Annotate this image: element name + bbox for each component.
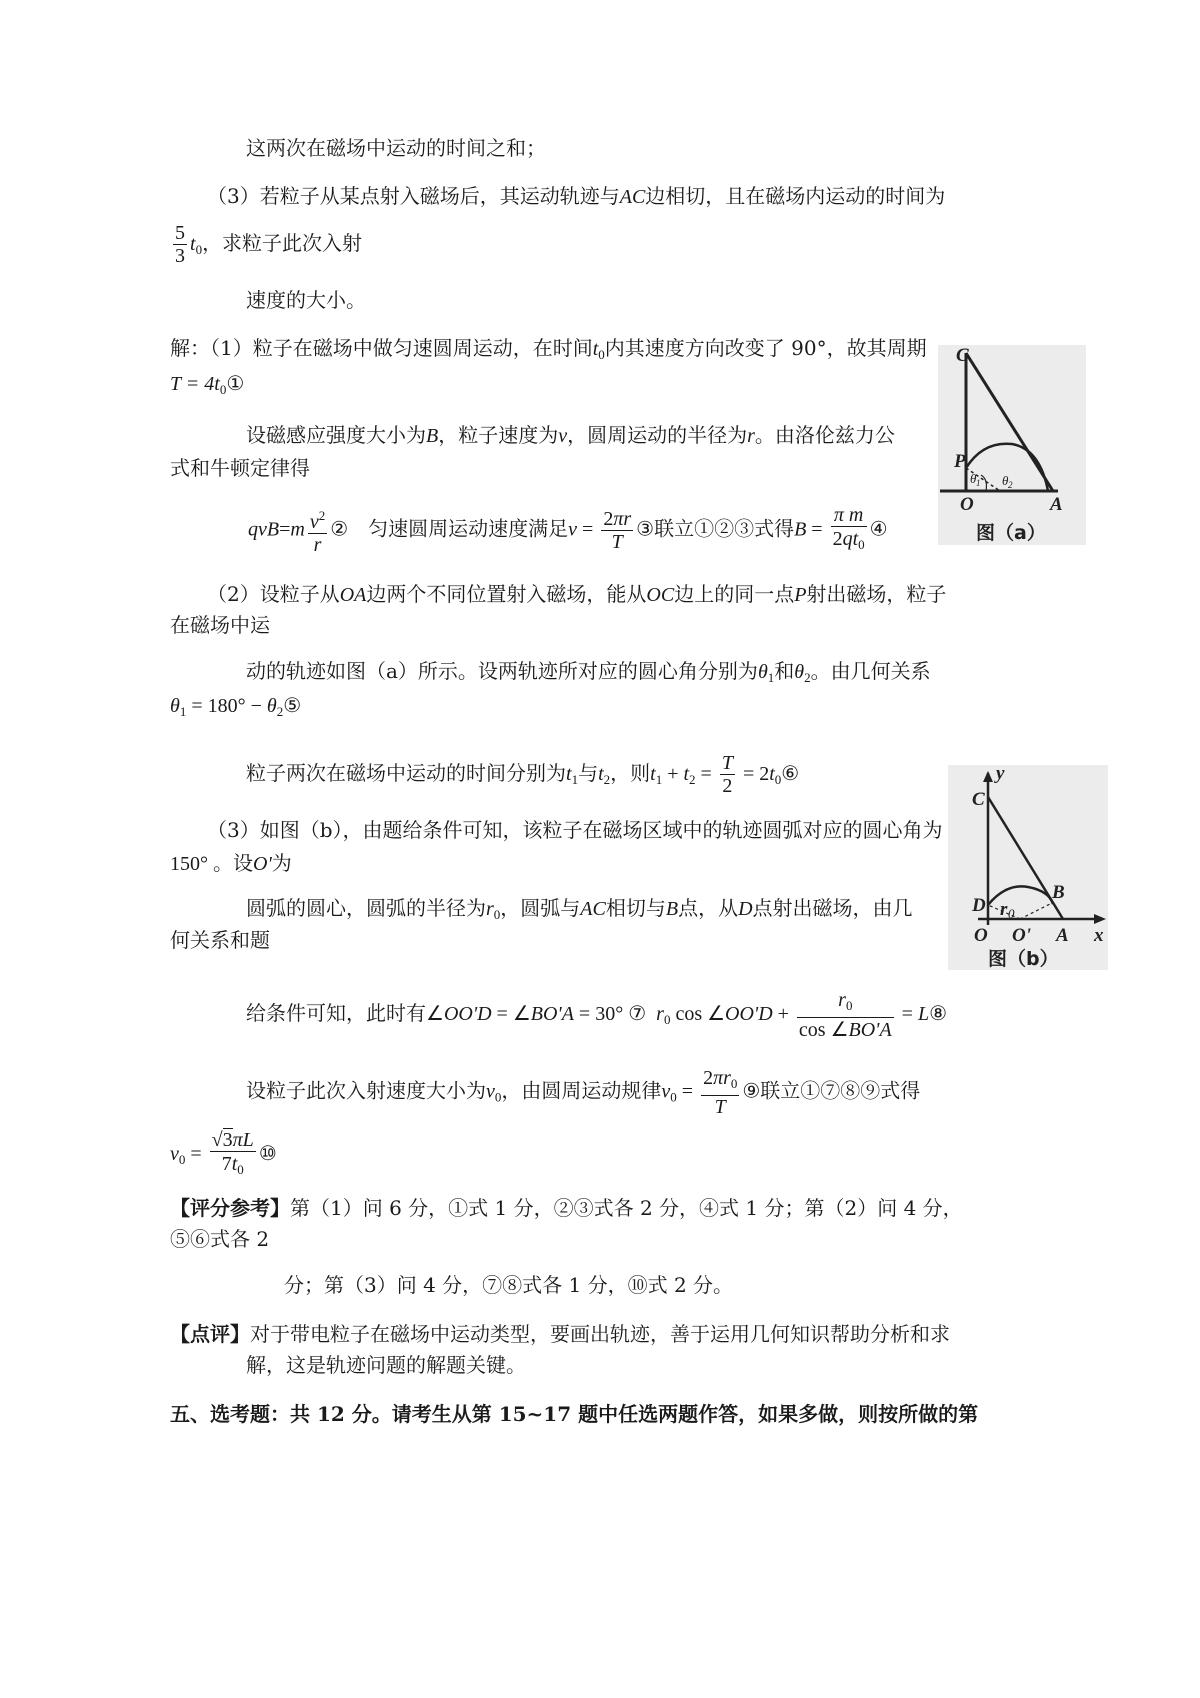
figure-a-label-theta2: θ — [1002, 473, 1009, 488]
figure-b-label-r-index: 0 — [1008, 906, 1015, 921]
solution-1-eq1: $T = 4t_0①$ — [170, 371, 245, 397]
figure-b-label-r: r — [1000, 899, 1008, 920]
question-part3-end: 速度的大小。 — [246, 288, 366, 312]
solution-1-equations: qvB=m $\frac{v^2}{r}$ ② 匀速圆周运动速度满足v = $\frac{2\pi r}{T}$ ③联立①②③式得B = $\frac{\text{π m}}{2qt_0}$ ④ — [248, 504, 888, 556]
figure-a-diagram — [938, 345, 1086, 545]
figure-b-label-x: x — [1094, 925, 1104, 946]
figure-b-caption: 图（b） — [988, 948, 1059, 970]
comment-line1: 【点评】对于带电粒子在磁场中运动类型，要画出轨迹，善于运用几何知识帮助分析和求 — [170, 1322, 950, 1346]
question-part2-tail: 这两次在磁场中运动的时间之和； — [246, 136, 546, 160]
solution-2-line1: （2）设粒子从OA边两个不同位置射入磁场，能从OC边上的同一点P射出磁场，粒子 — [207, 582, 947, 606]
figure-a-label-theta2-index: 2 — [1008, 480, 1013, 490]
figure-a-label-O: O — [960, 494, 974, 515]
figure-b-label-Oprime: O' — [1012, 925, 1031, 946]
solution-3-line1: （3）如图（b），由题给条件可知，该粒子在磁场区域中的轨迹圆弧对应的圆心角为 — [207, 818, 943, 842]
solution-3-equations: 给条件可知，此时有∠OO'D = ∠BO'A = 30° ⑦ $r_0$ cos ∠OO'D + $\frac{r_0}{\cos \angle BO'A}$ = L⑧ — [246, 989, 948, 1041]
solution-2-line2: 在磁场中运 — [170, 613, 270, 637]
figure-a-label-A: A — [1050, 494, 1063, 515]
solution-1-line3: 设磁感应强度大小为B，粒子速度为v，圆周运动的半径为r。由洛伦兹力公 — [246, 423, 895, 447]
scoring-line1: 【评分参考】第（1）问 6 分，①式 1 分，②③式各 2 分，④式 1 分；第（2）问 4 分， — [170, 1196, 963, 1220]
figure-b — [948, 765, 1108, 970]
solution-2-line3: 动的轨迹如图（a）所示。设两轨迹所对应的圆心角分别为$\theta_1$和$\theta_2$。由几何关系 — [246, 659, 931, 685]
solution-1-line1: 解：（1）粒子在磁场中做匀速圆周运动，在时间$t_0$内其速度方向改变了 90°，故其周期 — [170, 336, 927, 362]
figure-a-caption: 图（a） — [976, 522, 1046, 544]
solution-2-line5: 粒子两次在磁场中运动的时间分别为$t_1$与$t_2$，则$t_1 + t_2$ = $\frac{T}{2}$ = $2t_0⑥$ — [246, 752, 800, 797]
question-part3-time: $\frac{5}{3}$ $t_0$，求粒子此次入射 — [175, 222, 363, 267]
figure-a-label-C: C — [956, 345, 969, 366]
comment-line2: 解，这是轨迹问题的解题关键。 — [246, 1353, 526, 1377]
solution-1-line4: 式和牛顿定律得 — [170, 456, 310, 480]
section-5-heading: 五、选考题：共 12 分。请考生从第 15~17 题中任选两题作答，如果多做，则按所做的第 — [170, 1402, 979, 1426]
figure-b-diagram — [948, 765, 1108, 970]
figure-a — [938, 345, 1086, 545]
scoring-line2: ⑤⑥式各 2 — [170, 1227, 270, 1251]
figure-b-label-O: O — [974, 925, 988, 946]
solution-2-eq5: $\theta_1 = 180^\circ$ − $\theta_2⑤$ — [170, 693, 302, 719]
figure-a-label-P: P — [954, 451, 966, 472]
figure-b-label-A: A — [1056, 925, 1069, 946]
solution-3-line4: 何关系和题 — [170, 928, 270, 952]
solution-3-line2: 150° 。设O'为 — [170, 851, 292, 875]
figure-b-label-C: C — [972, 789, 985, 810]
figure-a-label-theta1-index: 1 — [976, 478, 981, 488]
figure-b-label-B: B — [1052, 882, 1065, 903]
figure-b-label-D: D — [972, 895, 986, 916]
solution-3-line6: 设粒子此次入射速度大小为$v_0$，由圆周运动规律$v_0$ = $\frac{2\pi r_0}{T}$ ⑨联立①⑦⑧⑨式得 — [246, 1067, 921, 1118]
figure-a-label-theta1: θ — [970, 471, 977, 486]
solution-3-result: $v_0$ = $\frac{√3\pi L}{7t_0}$ ⑩ — [170, 1129, 277, 1177]
solution-3-line3: 圆弧的圆心，圆弧的半径为$r_0$，圆弧与AC相切与B点，从D点射出磁场，由几 — [246, 896, 913, 922]
figure-b-label-y: y — [996, 765, 1005, 784]
question-part3: （3）若粒子从某点射入磁场后，其运动轨迹与AC边相切，且在磁场内运动的时间为 — [207, 184, 946, 208]
scoring-line3: 分；第（3）问 4 分，⑦⑧式各 1 分，⑩式 2 分。 — [284, 1273, 734, 1297]
